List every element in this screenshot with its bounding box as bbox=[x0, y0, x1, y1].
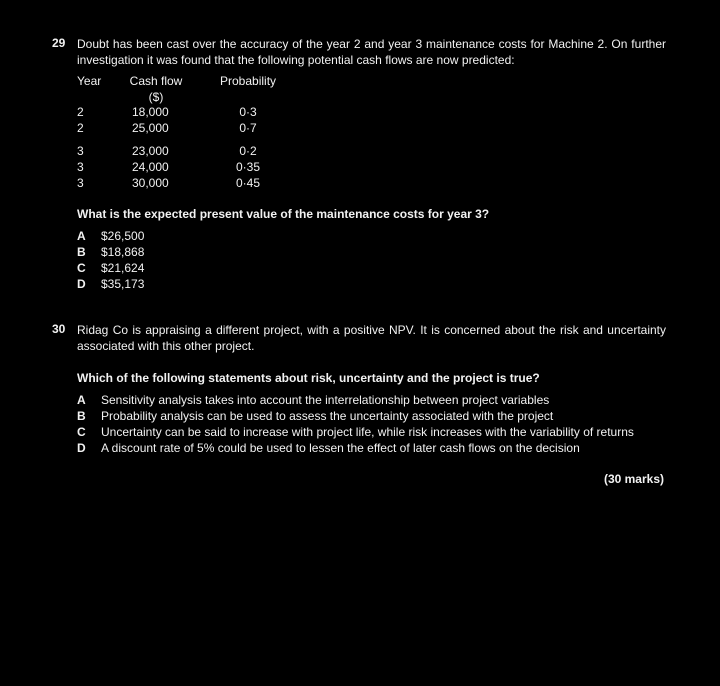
option-letter: B bbox=[77, 409, 86, 423]
cell-cash: 23,000 bbox=[132, 144, 169, 158]
answer-option-b[interactable] bbox=[77, 409, 553, 424]
question-text: Doubt has been cast over the accuracy of the year 2 and year 3 maintenance costs for Machine 2. On further investigation it was found that the following potential cash flows are now predicted: bbox=[77, 37, 666, 67]
answer-option-a[interactable] bbox=[77, 393, 549, 408]
answer-option-c[interactable] bbox=[77, 425, 634, 440]
cell-probability: 0·45 bbox=[235, 176, 261, 190]
cell-year: 3 bbox=[77, 160, 84, 174]
option-text: Sensitivity analysis takes into account the interrelationship between project variables bbox=[101, 393, 550, 407]
answer-option-c[interactable] bbox=[77, 261, 144, 276]
option-text: $21,624 bbox=[101, 261, 145, 275]
cell-cash: 25,000 bbox=[132, 121, 169, 135]
option-letter: D bbox=[77, 441, 86, 455]
question-text: Ridag Co is appraising a different project, with a positive NPV. It is concerned about the risk and uncertainty associated with this other project. bbox=[77, 323, 666, 353]
cell-probability: 0·35 bbox=[235, 160, 261, 174]
marks-total: (30 marks) bbox=[603, 472, 664, 486]
option-letter: B bbox=[77, 245, 86, 259]
cell-cash: 18,000 bbox=[132, 105, 169, 119]
question-29 bbox=[52, 36, 666, 68]
cell-probability: 0·2 bbox=[239, 144, 257, 158]
option-letter: C bbox=[77, 261, 86, 275]
cell-cash: 30,000 bbox=[132, 176, 169, 190]
table-header-year: Year bbox=[77, 74, 102, 88]
option-text: $26,500 bbox=[101, 229, 145, 243]
cell-probability: 0·3 bbox=[239, 105, 257, 119]
answer-option-b[interactable] bbox=[77, 245, 144, 260]
cell-year: 3 bbox=[77, 176, 84, 190]
cell-cash: 24,000 bbox=[132, 160, 169, 174]
cell-probability: 0·7 bbox=[239, 121, 257, 135]
answer-option-d[interactable] bbox=[77, 277, 144, 292]
option-letter: D bbox=[77, 277, 86, 291]
question-number: 30 bbox=[52, 322, 66, 336]
cell-year: 2 bbox=[77, 121, 84, 135]
option-text: Probability analysis can be used to assess the uncertainty associated with the project bbox=[101, 409, 554, 423]
table-header-probability: Probability bbox=[220, 74, 277, 88]
question-prompt: Which of the following statements about risk, uncertainty and the project is true? bbox=[77, 371, 540, 385]
question-30 bbox=[52, 322, 666, 354]
option-text: A discount rate of 5% could be used to lessen the effect of later cash flows on the decision bbox=[101, 441, 580, 455]
option-letter: A bbox=[77, 229, 86, 243]
option-letter: A bbox=[77, 393, 86, 407]
answer-option-d[interactable] bbox=[77, 441, 580, 456]
cell-year: 2 bbox=[77, 105, 84, 119]
table-header-cash-flow: Cash flow bbox=[129, 74, 183, 88]
question-number: 29 bbox=[52, 36, 66, 50]
option-text: $35,173 bbox=[101, 277, 145, 291]
answer-option-a[interactable] bbox=[77, 229, 144, 244]
table-header-cash-unit: ($) bbox=[148, 90, 164, 104]
cell-year: 3 bbox=[77, 144, 84, 158]
question-prompt: What is the expected present value of the maintenance costs for year 3? bbox=[77, 207, 490, 221]
option-text: Uncertainty can be said to increase with project life, while risk increases with the variability of returns bbox=[101, 425, 634, 439]
option-text: $18,868 bbox=[101, 245, 145, 259]
option-letter: C bbox=[77, 425, 86, 439]
